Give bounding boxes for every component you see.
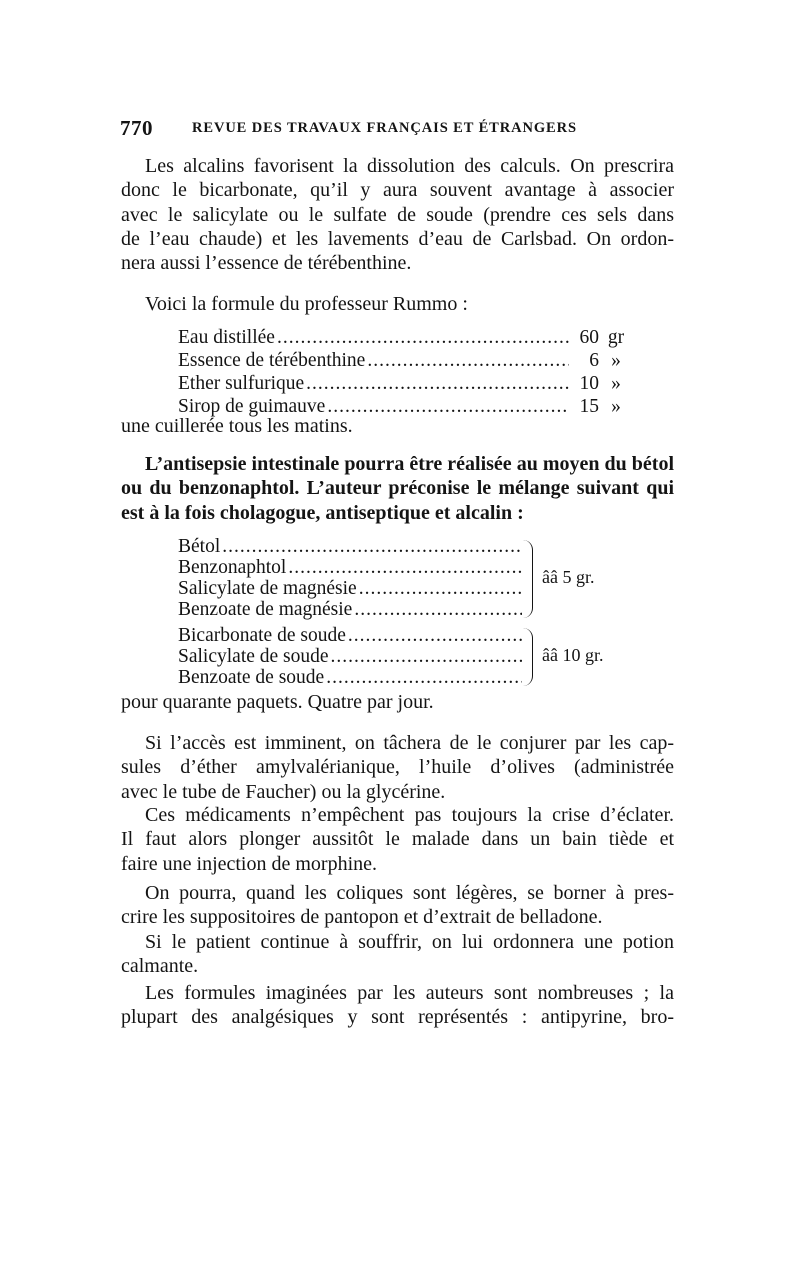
paragraph-medicaments xyxy=(121,803,674,876)
mixture-row xyxy=(178,598,522,621)
formula-quantity: 6 xyxy=(589,350,599,371)
mixture-ingredient: Salicylate de soude xyxy=(178,646,329,667)
formula-ingredient: Essence de térébenthine xyxy=(178,350,366,371)
mixture-row xyxy=(178,535,522,558)
formula-unit: » xyxy=(611,373,621,394)
text-line: Ces médicaments n’empêchent pas toujours la crise d’éclater. xyxy=(145,804,674,826)
paragraph-formules xyxy=(121,981,674,1030)
text-line: Si l’accès est imminent, on tâchera de le conjurer par les cap- xyxy=(145,732,674,754)
page-number: 770 xyxy=(120,116,153,140)
text-line: avec le salicylate ou le sulfate de soude (prendre ces sels dans xyxy=(121,203,674,226)
text-line: nera aussi l’essence de térébenthine. xyxy=(121,252,412,275)
paragraph-alcalins xyxy=(121,154,674,275)
formula-row xyxy=(178,372,633,395)
text-line: faire une injection de morphine. xyxy=(121,852,378,875)
formula-instruction: une cuillerée tous les matins. xyxy=(121,415,353,437)
paragraph-acces xyxy=(121,731,674,804)
leader-dots xyxy=(325,395,569,418)
brace xyxy=(522,628,533,686)
text-line: de l’eau chaude) et les lavements d’eau de Carlsbad. On ordon- xyxy=(121,227,674,250)
formula-ingredient: Sirop de guimauve xyxy=(178,396,326,417)
text-line: est à la fois cholagogue, antiseptique et alcalin : xyxy=(121,501,524,524)
paragraph-potion xyxy=(121,930,674,979)
text-line: calmante. xyxy=(121,955,199,978)
leader-dots xyxy=(352,598,522,621)
mixture-row xyxy=(178,624,522,647)
page-header xyxy=(120,116,680,140)
mixture-row xyxy=(178,556,522,579)
text-line: crire les suppositoires de pantopon et d’extrait de belladone. xyxy=(121,906,603,929)
leader-dots xyxy=(220,535,522,558)
text-line: Si le patient continue à souffrir, on lui ordonnera une potion xyxy=(145,931,674,953)
mixture-ingredient: Bicarbonate de soude xyxy=(178,625,346,646)
brace xyxy=(522,540,533,618)
paragraph-coliques xyxy=(121,881,674,930)
text-line: avec le tube de Faucher) ou la glycérine. xyxy=(121,780,446,803)
text-line: Les alcalins favorisent la dissolution des calculs. On prescrira xyxy=(145,155,674,177)
mixture-ingredient: Bétol xyxy=(178,536,221,557)
text-line: Les formules imaginées par les auteurs sont nombreuses ; la xyxy=(145,982,674,1004)
running-head: REVUE DES TRAVAUX FRANÇAIS ET ÉTRANGERS xyxy=(192,120,577,136)
paragraph-rummo-intro xyxy=(121,292,674,316)
mixture-ingredient: Benzonaphtol xyxy=(178,557,287,578)
mixture-instruction: pour quarante paquets. Quatre par jour. xyxy=(121,691,434,713)
mixture-row xyxy=(178,645,522,668)
mixture-ingredient: Benzoate de magnésie xyxy=(178,599,353,620)
leader-dots xyxy=(365,349,569,372)
formula-row xyxy=(178,326,633,349)
leader-dots xyxy=(324,666,522,689)
formula-unit: » xyxy=(611,396,621,417)
leader-dots xyxy=(329,645,522,668)
text-line: plupart des analgésiques y sont représentés : antipyrine, bro- xyxy=(121,1006,674,1029)
text-line: On pourra, quand les coliques sont légères, se borner à pres- xyxy=(145,882,674,904)
formula-quantity: 60 xyxy=(579,327,599,348)
leader-dots xyxy=(357,577,522,600)
formula-row xyxy=(178,349,633,372)
leader-dots xyxy=(346,624,522,647)
mixture-ingredient: Benzoate de soude xyxy=(178,667,325,688)
formula-unit: gr xyxy=(607,327,625,348)
mixture-row xyxy=(178,666,522,689)
text-line: ou du benzonaphtol. L’auteur préconise le mélange suivant qui xyxy=(121,477,674,500)
paragraph-antisepsie xyxy=(121,452,674,525)
mixture-dose: ââ 10 gr. xyxy=(542,645,604,665)
text-line: sules d’éther amylvalérianique, l’huile d’olives (administrée xyxy=(121,756,674,779)
formula-ingredient: Eau distillée xyxy=(178,327,275,348)
mixture-ingredient: Salicylate de magnésie xyxy=(178,578,357,599)
formula-unit: » xyxy=(611,350,621,371)
text-line: Voici la formule du professeur Rummo : xyxy=(145,293,468,315)
mixture-dose: ââ 5 gr. xyxy=(542,567,595,587)
formula-ingredient: Ether sulfurique xyxy=(178,373,305,394)
leader-dots xyxy=(275,326,569,349)
leader-dots xyxy=(286,556,522,579)
text-line: Il faut alors plonger aussitôt le malade dans un bain tiède et xyxy=(121,828,674,851)
formula-quantity: 15 xyxy=(579,396,599,417)
leader-dots xyxy=(304,372,569,395)
mixture-row xyxy=(178,577,522,600)
formula-quantity: 10 xyxy=(579,373,599,394)
text-line: donc le bicarbonate, qu’il y aura souvent avantage à associer xyxy=(121,179,674,202)
text-line: L’antisepsie intestinale pourra être réalisée au moyen du bétol xyxy=(145,453,674,475)
